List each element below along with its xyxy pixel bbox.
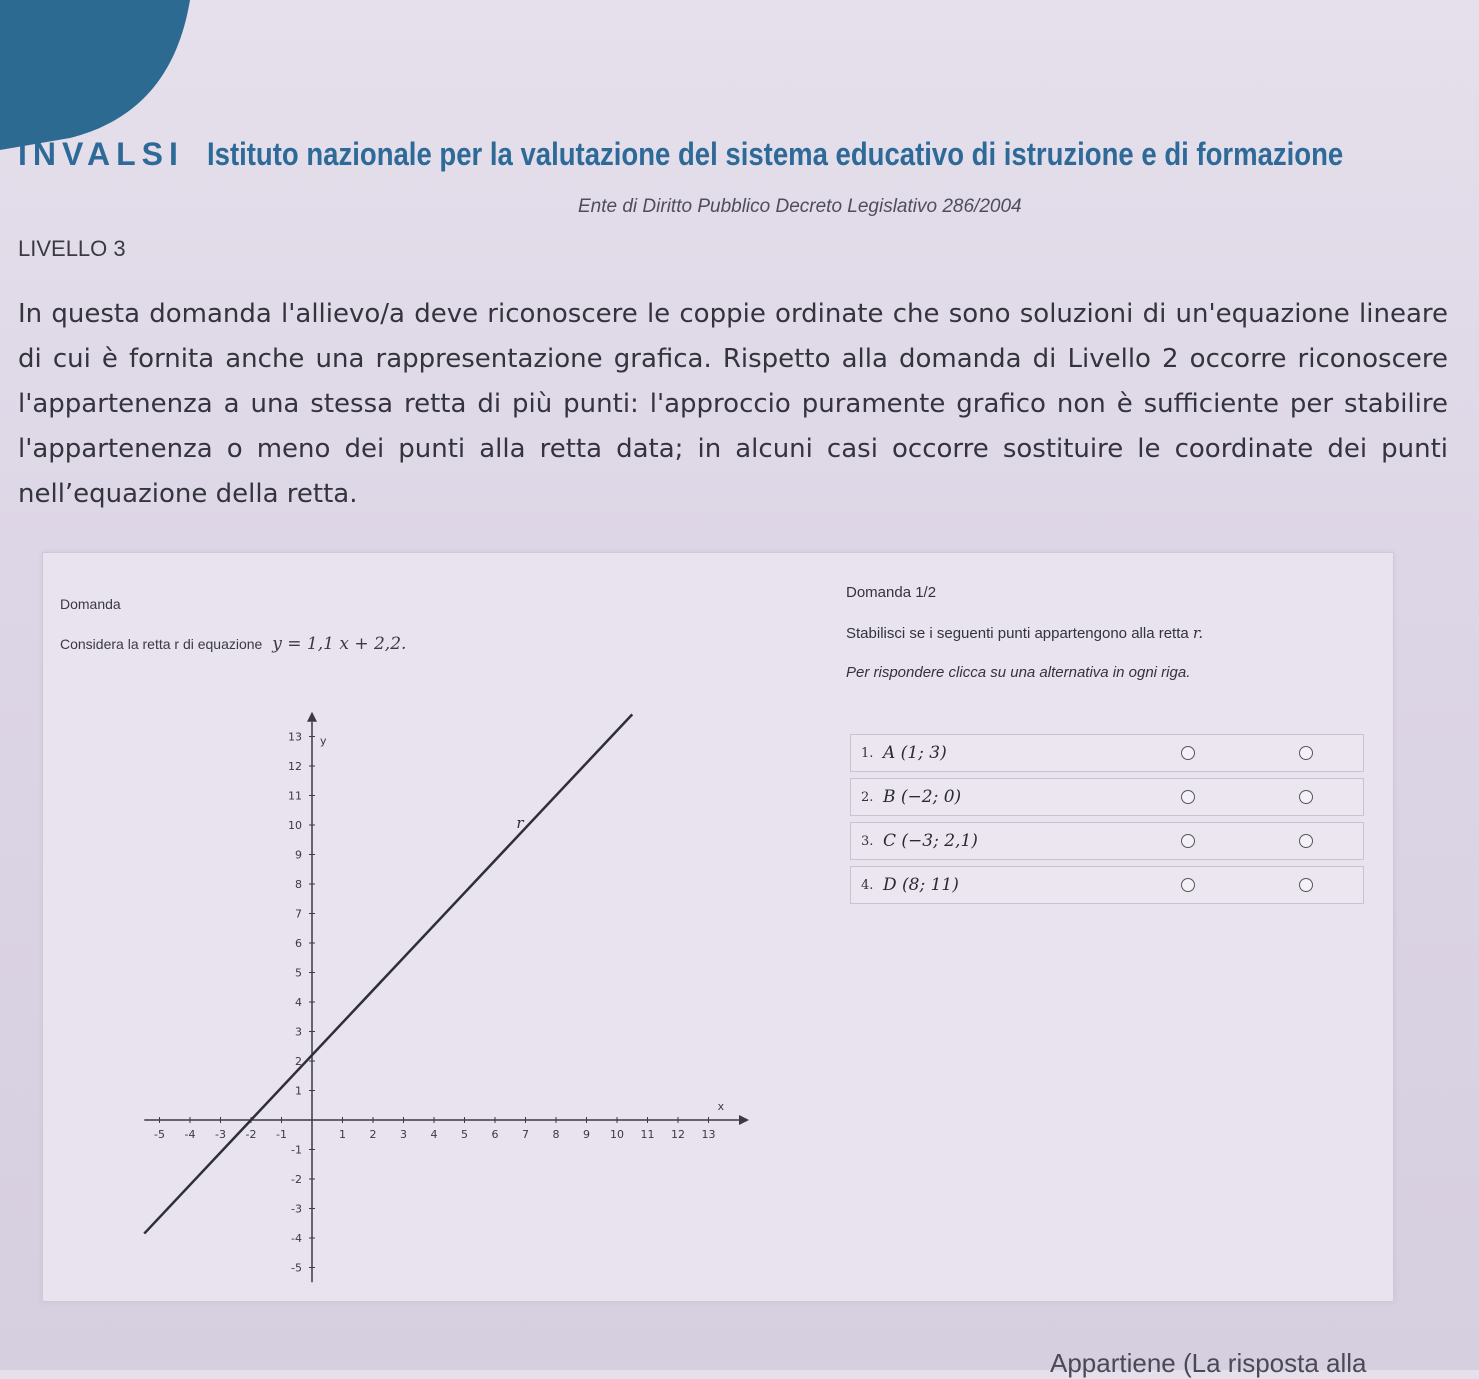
brand-name: INVALSI bbox=[18, 136, 184, 172]
subtitle: Ente di Diritto Pubblico Decreto Legislativo 286/2004 bbox=[578, 196, 1022, 217]
row-number: 4. bbox=[861, 878, 874, 893]
y-tick-label: 7 bbox=[295, 907, 302, 921]
radio-option-1[interactable] bbox=[1181, 790, 1195, 804]
y-axis-arrow bbox=[307, 712, 317, 722]
x-axis-arrow bbox=[739, 1115, 749, 1125]
row-number: 2. bbox=[861, 790, 874, 805]
y-tick-label: -3 bbox=[291, 1202, 302, 1216]
row-point: B (−2; 0) bbox=[883, 787, 962, 807]
row-point: A (1; 3) bbox=[883, 743, 947, 763]
x-tick-label: 2 bbox=[369, 1128, 377, 1141]
answer-row-d bbox=[850, 866, 1364, 904]
y-tick-label: 5 bbox=[295, 966, 302, 980]
y-tick-label: -1 bbox=[291, 1143, 302, 1157]
x-tick-label: 4 bbox=[430, 1128, 438, 1141]
x-tick-label: -4 bbox=[184, 1128, 196, 1141]
level-label: LIVELLO 3 bbox=[18, 236, 126, 261]
y-tick-label: 2 bbox=[295, 1055, 302, 1068]
domanda-label: Domanda bbox=[60, 596, 121, 612]
y-tick-label: 3 bbox=[295, 1025, 302, 1039]
x-tick-label: 9 bbox=[583, 1128, 590, 1141]
x-tick-label: 7 bbox=[522, 1128, 529, 1141]
row-point: D (8; 11) bbox=[883, 875, 959, 895]
answer-rows bbox=[850, 734, 1364, 910]
radio-option-1[interactable] bbox=[1181, 878, 1195, 892]
x-tick-label: -3 bbox=[215, 1128, 226, 1141]
line-graph bbox=[100, 660, 800, 1300]
consider-text bbox=[60, 634, 406, 654]
x-tick-label: 11 bbox=[640, 1128, 655, 1141]
row-point: C (−3; 2,1) bbox=[883, 831, 978, 851]
radio-option-2[interactable] bbox=[1299, 834, 1313, 848]
y-tick-label: 4 bbox=[295, 996, 302, 1009]
question-title: Domanda 1/2 bbox=[846, 584, 937, 601]
footer-fragment: Appartiene (La risposta alla bbox=[1050, 1348, 1367, 1378]
y-tick-label: -4 bbox=[291, 1232, 302, 1245]
row-number: 3. bbox=[861, 834, 874, 849]
y-tick-label: 10 bbox=[288, 819, 302, 832]
y-tick-label: -5 bbox=[291, 1261, 302, 1275]
y-tick-label: 11 bbox=[288, 789, 302, 803]
x-axis-label: x bbox=[717, 1100, 725, 1113]
radio-option-2[interactable] bbox=[1299, 878, 1313, 892]
question-text-main: Stabilisci se i seguenti punti appartengono alla retta bbox=[846, 625, 1189, 642]
line-r-label: r bbox=[516, 813, 524, 832]
x-tick-label: -5 bbox=[154, 1128, 165, 1141]
x-tick-label: 1 bbox=[339, 1128, 346, 1141]
header bbox=[18, 136, 1468, 184]
line-r bbox=[144, 714, 632, 1233]
x-tick-label: 3 bbox=[400, 1128, 407, 1141]
invalsi-logo-shape bbox=[0, 0, 190, 150]
radio-option-1[interactable] bbox=[1181, 746, 1195, 760]
radio-option-1[interactable] bbox=[1181, 834, 1195, 848]
y-tick-label: 13 bbox=[288, 730, 302, 744]
y-tick-label: -2 bbox=[291, 1173, 302, 1186]
y-tick-label: 9 bbox=[295, 848, 302, 862]
x-tick-label: 5 bbox=[461, 1128, 468, 1141]
x-tick-label: -2 bbox=[245, 1128, 257, 1141]
description: In questa domanda l'allievo/a deve riconoscere le coppie ordinate che sono soluzioni di un'equazione lineare di cui è fornita anche una rappresentazione grafica. Rispetto alla domanda di Livello 2 occorre riconoscere l'appartenenza a una stessa retta di più punti: l'approccio puramente grafico non è sufficiente per stabilire l'appartenenza o meno dei punti alla retta data; in alcuni casi occorre sostituire le coordinate dei punti nell’equazione della retta. bbox=[18, 299, 1448, 509]
x-tick-label: -1 bbox=[276, 1128, 287, 1141]
x-tick-label: 13 bbox=[701, 1128, 716, 1141]
question-text bbox=[846, 624, 1203, 642]
x-tick-label: 8 bbox=[552, 1128, 560, 1141]
y-axis-label: y bbox=[320, 734, 327, 748]
row-number: 1. bbox=[861, 746, 874, 761]
consider-prompt: Considera la retta r di equazione bbox=[60, 636, 263, 652]
y-tick-label: 1 bbox=[295, 1084, 302, 1098]
question-line-name: r. bbox=[1192, 624, 1204, 642]
x-tick-label: 10 bbox=[610, 1128, 624, 1141]
answer-row-b bbox=[850, 778, 1364, 816]
y-tick-label: 6 bbox=[295, 937, 302, 950]
question-instruction: Per rispondere clicca su una alternativa in ogni riga. bbox=[846, 664, 1191, 681]
answer-row-a bbox=[850, 734, 1364, 772]
answer-row-c bbox=[850, 822, 1364, 860]
radio-option-2[interactable] bbox=[1299, 746, 1313, 760]
y-tick-label: 12 bbox=[288, 760, 302, 773]
x-tick-label: 6 bbox=[491, 1128, 499, 1141]
line-equation: y = 1,1 x + 2,2. bbox=[272, 634, 407, 654]
y-tick-label: 8 bbox=[295, 878, 302, 891]
x-tick-label: 12 bbox=[671, 1128, 685, 1141]
institute-name: Istituto nazionale per la valutazione del sistema educativo di istruzione e di formazione bbox=[206, 136, 1344, 172]
radio-option-2[interactable] bbox=[1299, 790, 1313, 804]
